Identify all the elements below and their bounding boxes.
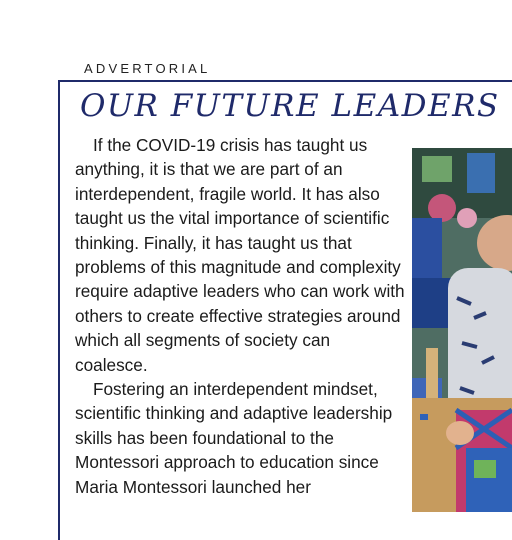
article-body xyxy=(75,133,405,499)
child-photo xyxy=(412,148,512,512)
child-photo-illustration xyxy=(412,148,512,512)
paragraph-2: Fostering an interdependent mindset, scientific thinking and adaptive leadership skills has been foundational to the Montessori approach to education since Maria Montessori launched her xyxy=(75,379,393,497)
headline: OUR FUTURE LEADERS xyxy=(80,88,500,124)
section-label: ADVERTORIAL xyxy=(84,61,211,76)
paragraph-1: If the COVID-19 crisis has taught us anything, it is that we are part of an interdependent, fragile world. It has also taught us the vital importance of scientific thinking. Finally, it has taught us that problems of this magnitude and complexity require adaptive leaders who can work with others to create effective strategies around which all segments of society can coalesce. xyxy=(75,135,405,375)
